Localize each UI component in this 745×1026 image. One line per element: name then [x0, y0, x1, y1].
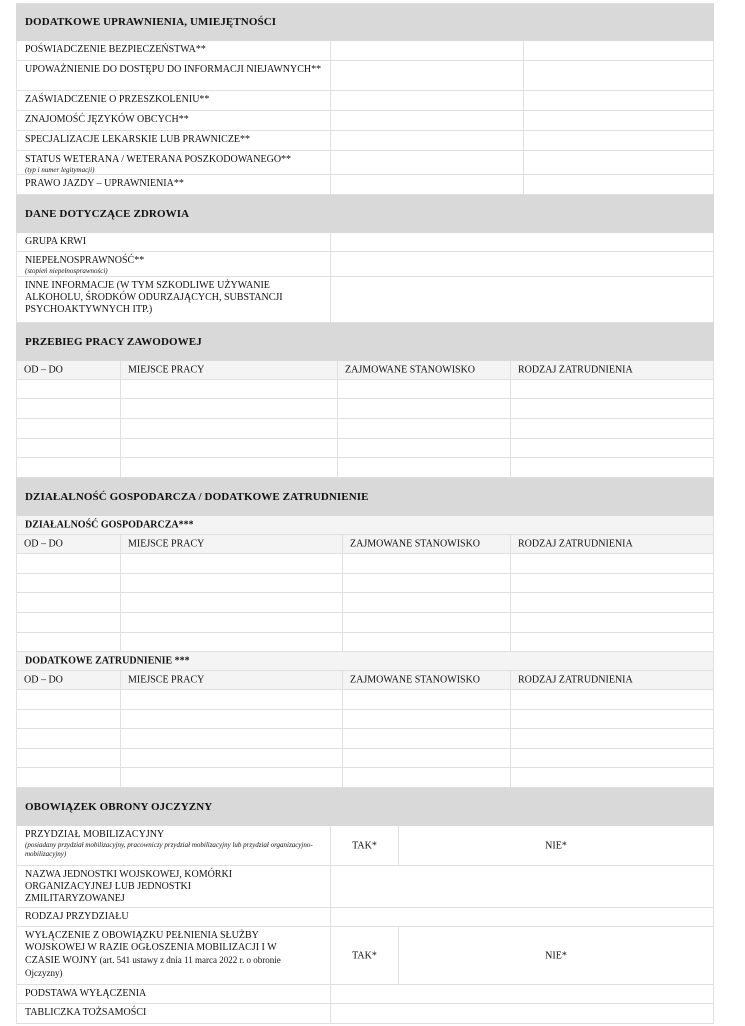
field-label: ZAŚWIADCZENIE O PRZESZKOLENIU** [25, 94, 210, 105]
table-cell[interactable] [510, 690, 713, 709]
value-cell[interactable] [330, 233, 713, 251]
skills-row [16, 131, 714, 151]
section-header-career [16, 323, 714, 361]
table-cell[interactable] [510, 574, 713, 592]
column-header-label: RODZAJ ZATRUDNIENIA [518, 538, 633, 550]
exemption-basis-row [16, 985, 714, 1004]
table-cell[interactable] [342, 593, 510, 612]
subsection-header-business [16, 516, 714, 535]
yes-label: TAK* [352, 950, 377, 961]
no-label: NIE* [545, 840, 567, 851]
column-header [510, 671, 713, 689]
table-cell[interactable] [17, 749, 120, 767]
column-header [17, 361, 120, 379]
yes-option[interactable] [330, 826, 398, 865]
skills-row [16, 41, 714, 61]
column-header [342, 671, 510, 689]
unit-name-row [16, 866, 714, 908]
column-header-label: RODZAJ ZATRUDNIENIA [518, 364, 633, 376]
table-cell[interactable] [120, 419, 337, 438]
label-cell [17, 91, 330, 110]
table-cell[interactable] [510, 554, 713, 573]
field-label: NAZWA JEDNOSTKI WOJSKOWEJ, KOMÓRKI ORGANIZACYJNEJ LUB JEDNOSTKI ZMILITARYZOWANEJ [25, 869, 233, 904]
table-cell[interactable] [510, 768, 713, 787]
field-label: INNE INFORMACJE (W TYM SZKODLIWE UŻYWANIE ALKOHOLU, ŚRODKÓW ODURZAJĄCYCH, SUBSTANCJI PSYCHOAKTYWNYCH ITP.) [25, 280, 283, 315]
skills-row [16, 175, 714, 195]
label-cell [17, 41, 330, 60]
field-label: STATUS WETERANA / WETERANA POSZKODOWANEGO** [25, 154, 292, 165]
table-cell[interactable] [342, 574, 510, 592]
field-label: GRUPA KRWI [25, 236, 87, 247]
label-cell [17, 1004, 330, 1023]
table-cell[interactable] [510, 439, 713, 457]
table-row [16, 380, 714, 399]
label-cell [17, 233, 330, 251]
table-cell[interactable] [120, 768, 342, 787]
table-cell[interactable] [17, 574, 120, 592]
table-cell[interactable] [120, 690, 342, 709]
value-cell[interactable] [523, 175, 713, 194]
table-cell[interactable] [510, 458, 713, 477]
table-cell[interactable] [120, 593, 342, 612]
section-title: DZIAŁALNOŚĆ GOSPODARCZA / DODATKOWE ZATRUDNIENIE [25, 490, 369, 503]
label-cell [17, 252, 330, 276]
value-cell[interactable] [330, 131, 523, 150]
section-title: PRZEBIEG PRACY ZAWODOWEJ [25, 335, 202, 348]
column-header-label: MIEJSCE PRACY [128, 674, 205, 686]
column-header [120, 535, 342, 553]
table-cell[interactable] [120, 554, 342, 573]
column-header [17, 671, 120, 689]
field-label-group [25, 829, 324, 859]
column-header-label: OD – DO [24, 364, 63, 376]
value-cell[interactable] [523, 61, 713, 90]
no-label: NIE* [545, 950, 567, 961]
table-cell[interactable] [17, 710, 120, 728]
label-cell [17, 151, 330, 174]
field-label: SPECJALIZACJE LEKARSKIE LUB PRAWNICZE** [25, 134, 251, 145]
section-title: DANE DOTYCZĄCE ZDROWIA [25, 207, 190, 220]
table-row [16, 399, 714, 419]
table-cell[interactable] [120, 399, 337, 418]
assignment-type-row [16, 908, 714, 927]
label-cell [17, 927, 330, 984]
table-cell[interactable] [120, 380, 337, 398]
value-cell[interactable] [523, 41, 713, 60]
table-cell[interactable] [510, 729, 713, 748]
career-column-headers [16, 361, 714, 380]
table-cell[interactable] [337, 419, 510, 438]
table-cell[interactable] [510, 593, 713, 612]
value-cell[interactable] [330, 908, 713, 926]
table-cell[interactable] [342, 768, 510, 787]
table-cell[interactable] [17, 593, 120, 612]
section-header-health [16, 195, 714, 233]
table-cell[interactable] [510, 749, 713, 767]
label-cell [17, 826, 330, 865]
skills-row [16, 61, 714, 91]
column-header [337, 361, 510, 379]
skills-row [16, 91, 714, 111]
field-label: RODZAJ PRZYDZIAŁU [25, 911, 129, 922]
field-note: (typ i numer legitymacji) [25, 166, 95, 174]
table-cell[interactable] [17, 613, 120, 632]
table-cell[interactable] [17, 399, 120, 418]
field-note: (stopień niepełnosprawności) [25, 267, 108, 275]
value-cell[interactable] [330, 91, 523, 110]
section-header-defense [16, 788, 714, 826]
label-cell [17, 985, 330, 1003]
table-cell[interactable] [120, 613, 342, 632]
section-title: OBOWIĄZEK OBRONY OJCZYZNY [25, 800, 213, 813]
table-cell[interactable] [17, 458, 120, 477]
table-cell[interactable] [120, 749, 342, 767]
column-header-label: MIEJSCE PRACY [128, 364, 205, 376]
table-row [16, 439, 714, 458]
value-cell[interactable] [523, 91, 713, 110]
table-cell[interactable] [17, 554, 120, 573]
subsection-title: DZIAŁALNOŚĆ GOSPODARCZA*** [25, 519, 194, 531]
table-row [16, 458, 714, 478]
table-row [16, 710, 714, 729]
no-option[interactable] [398, 927, 713, 984]
section-title: DODATKOWE UPRAWNIENIA, UMIEJĘTNOŚCI [25, 16, 277, 28]
table-row [16, 768, 714, 788]
table-cell[interactable] [510, 419, 713, 438]
field-label: PRZYDZIAŁ MOBILIZACYJNY [25, 829, 165, 840]
section-header-skills [16, 3, 714, 41]
column-header [120, 671, 342, 689]
field-note: (posiadany przydział mobilizacyjny, pracowniczy przydział mobilizacyjny lub przydział organizacyjno-mobilizacyjny) [25, 841, 313, 858]
label-cell [17, 866, 330, 907]
column-header [17, 535, 120, 553]
field-label-group [25, 930, 312, 980]
column-header-label: ZAJMOWANE STANOWISKO [350, 674, 481, 686]
value-cell[interactable] [330, 866, 713, 907]
table-cell[interactable] [17, 729, 120, 748]
label-cell [17, 61, 330, 90]
column-header [510, 361, 713, 379]
health-row [16, 277, 714, 323]
health-row [16, 252, 714, 277]
table-row [16, 613, 714, 633]
subsection-header-extra-employment [16, 652, 714, 671]
business-column-headers [16, 535, 714, 554]
column-header-label: OD – DO [24, 538, 63, 550]
table-row [16, 554, 714, 574]
label-cell [17, 277, 330, 322]
field-label-group [25, 255, 324, 276]
value-cell[interactable] [523, 151, 713, 174]
field-label: TABLICZKA TOŻSAMOŚCI [25, 1007, 147, 1018]
value-cell[interactable] [330, 41, 523, 60]
table-cell[interactable] [510, 710, 713, 728]
label-cell [17, 908, 330, 926]
table-cell[interactable] [337, 399, 510, 418]
value-cell[interactable] [523, 111, 713, 130]
table-cell[interactable] [337, 458, 510, 477]
value-cell[interactable] [330, 61, 523, 90]
value-cell[interactable] [330, 175, 523, 194]
yes-option[interactable] [330, 927, 398, 984]
extra-column-headers [16, 671, 714, 690]
table-cell[interactable] [17, 633, 120, 651]
field-label: PODSTAWA WYŁĄCZENIA [25, 988, 147, 999]
table-cell[interactable] [342, 690, 510, 709]
table-cell[interactable] [342, 633, 510, 651]
exemption-row [16, 927, 714, 985]
column-header [510, 535, 713, 553]
table-cell[interactable] [337, 380, 510, 398]
table-cell[interactable] [17, 439, 120, 457]
table-cell[interactable] [342, 613, 510, 632]
value-cell[interactable] [330, 1004, 713, 1023]
label-cell [17, 111, 330, 130]
section-header-business [16, 478, 714, 516]
table-row [16, 574, 714, 593]
label-cell [17, 131, 330, 150]
value-cell[interactable] [330, 151, 523, 174]
table-row [16, 419, 714, 439]
column-header-label: ZAJMOWANE STANOWISKO [350, 538, 481, 550]
table-cell[interactable] [17, 380, 120, 398]
column-header [120, 361, 337, 379]
no-option[interactable] [398, 826, 713, 865]
value-cell[interactable] [330, 277, 713, 322]
value-cell[interactable] [330, 985, 713, 1003]
table-cell[interactable] [17, 419, 120, 438]
value-cell[interactable] [523, 131, 713, 150]
value-cell[interactable] [330, 111, 523, 130]
yes-label: TAK* [352, 840, 377, 851]
table-cell[interactable] [120, 633, 342, 651]
id-tag-row [16, 1004, 714, 1024]
field-label: ZNAJOMOŚĆ JĘZYKÓW OBCYCH** [25, 114, 189, 125]
column-header [342, 535, 510, 553]
field-label-group [25, 154, 324, 175]
field-label: NIEPEŁNOSPRAWNOŚĆ** [25, 255, 145, 266]
table-cell[interactable] [342, 554, 510, 573]
health-row [16, 233, 714, 252]
table-cell[interactable] [337, 439, 510, 457]
table-cell[interactable] [17, 690, 120, 709]
table-row [16, 749, 714, 768]
field-note: (art. 541 ustawy z dnia 11 marca 2022 r. o obronie Ojczyzny) [25, 955, 281, 978]
column-header-label: RODZAJ ZATRUDNIENIA [518, 674, 633, 686]
table-row [16, 690, 714, 710]
table-cell[interactable] [342, 710, 510, 728]
table-cell[interactable] [120, 729, 342, 748]
table-cell[interactable] [120, 439, 337, 457]
table-cell[interactable] [510, 380, 713, 398]
table-cell[interactable] [120, 710, 342, 728]
table-cell[interactable] [510, 399, 713, 418]
field-label: UPOWAŻNIENIE DO DOSTĘPU DO INFORMACJI NIEJAWNYCH** [25, 64, 322, 75]
table-cell[interactable] [342, 729, 510, 748]
value-cell[interactable] [330, 252, 713, 276]
mobilization-row [16, 826, 714, 866]
table-row [16, 593, 714, 613]
subsection-title: DODATKOWE ZATRUDNIENIE *** [25, 655, 190, 667]
table-cell[interactable] [342, 749, 510, 767]
table-row [16, 633, 714, 652]
label-cell [17, 175, 330, 194]
field-label: POŚWIADCZENIE BEZPIECZEŃSTWA** [25, 44, 206, 55]
skills-row [16, 111, 714, 131]
column-header-label: OD – DO [24, 674, 63, 686]
column-header-label: MIEJSCE PRACY [128, 538, 205, 550]
table-cell[interactable] [120, 574, 342, 592]
column-header-label: ZAJMOWANE STANOWISKO [345, 364, 476, 376]
table-cell[interactable] [510, 613, 713, 632]
field-label: WYŁĄCZENIE Z OBOWIĄZKU PEŁNIENIA SŁUŻBY WOJSKOWEJ W RAZIE OGŁOSZENIA MOBILIZACJI I W CZASIE WOJNY [25, 930, 277, 966]
table-cell[interactable] [510, 633, 713, 651]
table-cell[interactable] [17, 768, 120, 787]
table-cell[interactable] [120, 458, 337, 477]
field-label: PRAWO JAZDY – UPRAWNIENIA** [25, 178, 184, 189]
table-row [16, 729, 714, 749]
skills-row [16, 151, 714, 175]
